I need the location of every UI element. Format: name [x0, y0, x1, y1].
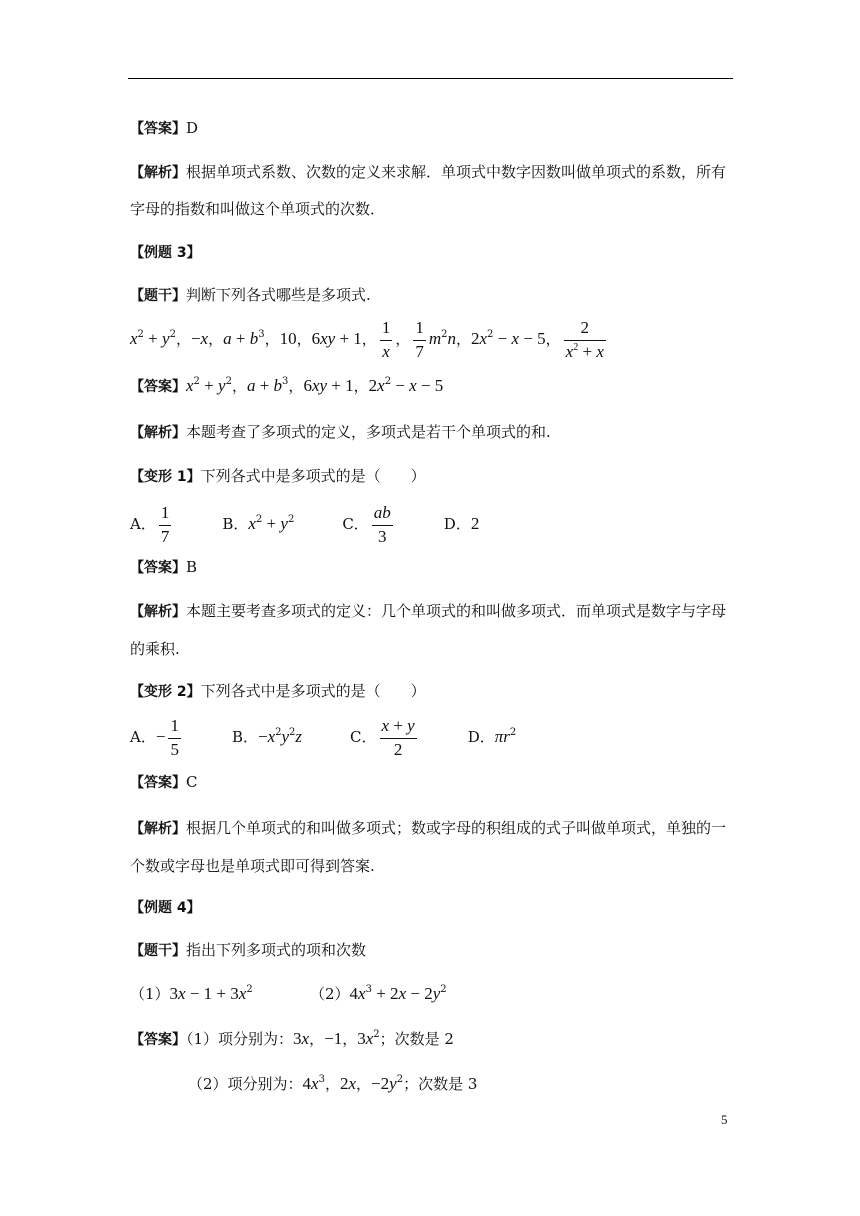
- variant1-answer: [130, 557, 197, 578]
- analysis-line-1a: [130, 162, 726, 183]
- stem-text: 判断下列各式哪些是多项式.: [186, 286, 371, 304]
- fraction: $\frac{2}{x^2 + x}$: [565, 318, 604, 361]
- option-a: A．− $\frac{1}{5}$: [130, 716, 179, 759]
- header-rule: [128, 78, 733, 79]
- page-number: 5: [721, 1112, 728, 1127]
- example3-heading: [130, 242, 201, 263]
- variant2-analysis-a: [130, 818, 726, 839]
- option-b: B．$x^2 + y^2$: [222, 514, 295, 533]
- example4-parts: [130, 984, 447, 1004]
- variant2-question: [130, 681, 426, 702]
- answer-tag: 【答案】: [130, 1032, 186, 1048]
- part-1: $(1)3x - 1 + 3x^2$: [130, 984, 253, 1003]
- variant2-answer: [130, 772, 197, 793]
- analysis-text: 根据单项式系数、次数的定义来求解．单项式中数字因数叫做单项式的系数，所有: [186, 163, 727, 181]
- option-c: C． $\frac{ab}{3}$: [342, 503, 391, 546]
- analysis-tag: 【解析】: [130, 821, 186, 837]
- answer-tag: 【答案】: [130, 775, 186, 791]
- fraction: $\frac{1}{x}$: [381, 318, 391, 361]
- variant2-tag: 【变形 2】: [130, 684, 201, 700]
- variant2-analysis-b: 个数或字母也是单项式即可得到答案.: [130, 857, 375, 875]
- variant2-options: [130, 716, 564, 760]
- example3-analysis: [130, 422, 551, 443]
- analysis-tag: 【解析】: [130, 165, 186, 181]
- variant1-tag: 【变形 1】: [130, 469, 201, 485]
- example4-tag: 【例题 4】: [130, 900, 201, 916]
- variant1-analysis-a: [130, 601, 726, 622]
- question-text: 下列各式中是多项式的是（ ）: [200, 467, 426, 485]
- option-d: D．$\pi r^2$: [467, 727, 517, 746]
- answer-value: B: [186, 558, 198, 576]
- stem-tag: 【题干】: [130, 288, 186, 304]
- example3-stem: [130, 285, 371, 306]
- answer-tag: 【答案】: [130, 121, 186, 137]
- example4-answer-1: 【答案】（1）项分别为：3x，−1，$3x^2$；次数是 2: [130, 1029, 454, 1048]
- variant1-analysis-b: 的乘积.: [130, 640, 180, 658]
- analysis-text: 根据几个单项式的和叫做多项式；数或字母的积组成的式子叫做单项式，单独的一: [186, 819, 727, 837]
- analysis-text: 本题考查了多项式的定义，多项式是若干个单项式的和.: [186, 423, 551, 441]
- example3-tag: 【例题 3】: [130, 245, 201, 261]
- example3-answer: 【答案】$x^2 + y^2$，$a + b^3$，6xy + 1，$2x^2 - x - 5$: [130, 376, 444, 395]
- analysis-text: 本题主要考查多项式的定义：几个单项式的和叫做多项式．而单项式是数字与字母: [186, 602, 727, 620]
- part-2: $(2)4x^3 + 2x - 2y^2$: [310, 984, 447, 1003]
- answer-tag: 【答案】: [130, 560, 186, 576]
- variant1-options: [130, 503, 527, 547]
- analysis-tag: 【解析】: [130, 604, 186, 620]
- answer-tag: 【答案】: [130, 379, 186, 395]
- example4-heading: [130, 897, 201, 918]
- example4-answer-2: （2）项分别为：$4x^3$，2x，$-2y^2$；次数是 3: [188, 1074, 478, 1093]
- stem-tag: 【题干】: [130, 943, 186, 959]
- analysis-tag: 【解析】: [130, 425, 186, 441]
- answer-value: D: [186, 119, 199, 137]
- answer-line-1: [130, 118, 198, 139]
- option-c: C． $\frac{x + y}{2}$: [350, 716, 415, 759]
- stem-text: 指出下列多项式的项和次数: [186, 941, 367, 959]
- option-d: D．2: [443, 514, 480, 533]
- analysis-line-1b: 字母的指数和叫做这个单项式的次数．: [130, 200, 386, 218]
- answer-value: C: [186, 773, 198, 791]
- option-b: B．$-x^2y^2z$: [231, 727, 303, 746]
- variant1-question: [130, 466, 426, 487]
- fraction: $\frac{1}{7}$: [415, 318, 424, 361]
- option-a: A． $\frac{1}{7}$: [130, 503, 170, 546]
- example4-stem: [130, 940, 366, 961]
- question-text: 下列各式中是多项式的是（ ）: [200, 682, 426, 700]
- example3-expressions: $x^2 + y^2$，−x，$a + b^3$，10，6xy + 1， $\frac{1}{x}$ ， $\frac{1}{7}$ $m^2n$，$2x^2 - x - 5$， $\frac{2}{x^2 + x}$: [130, 318, 604, 361]
